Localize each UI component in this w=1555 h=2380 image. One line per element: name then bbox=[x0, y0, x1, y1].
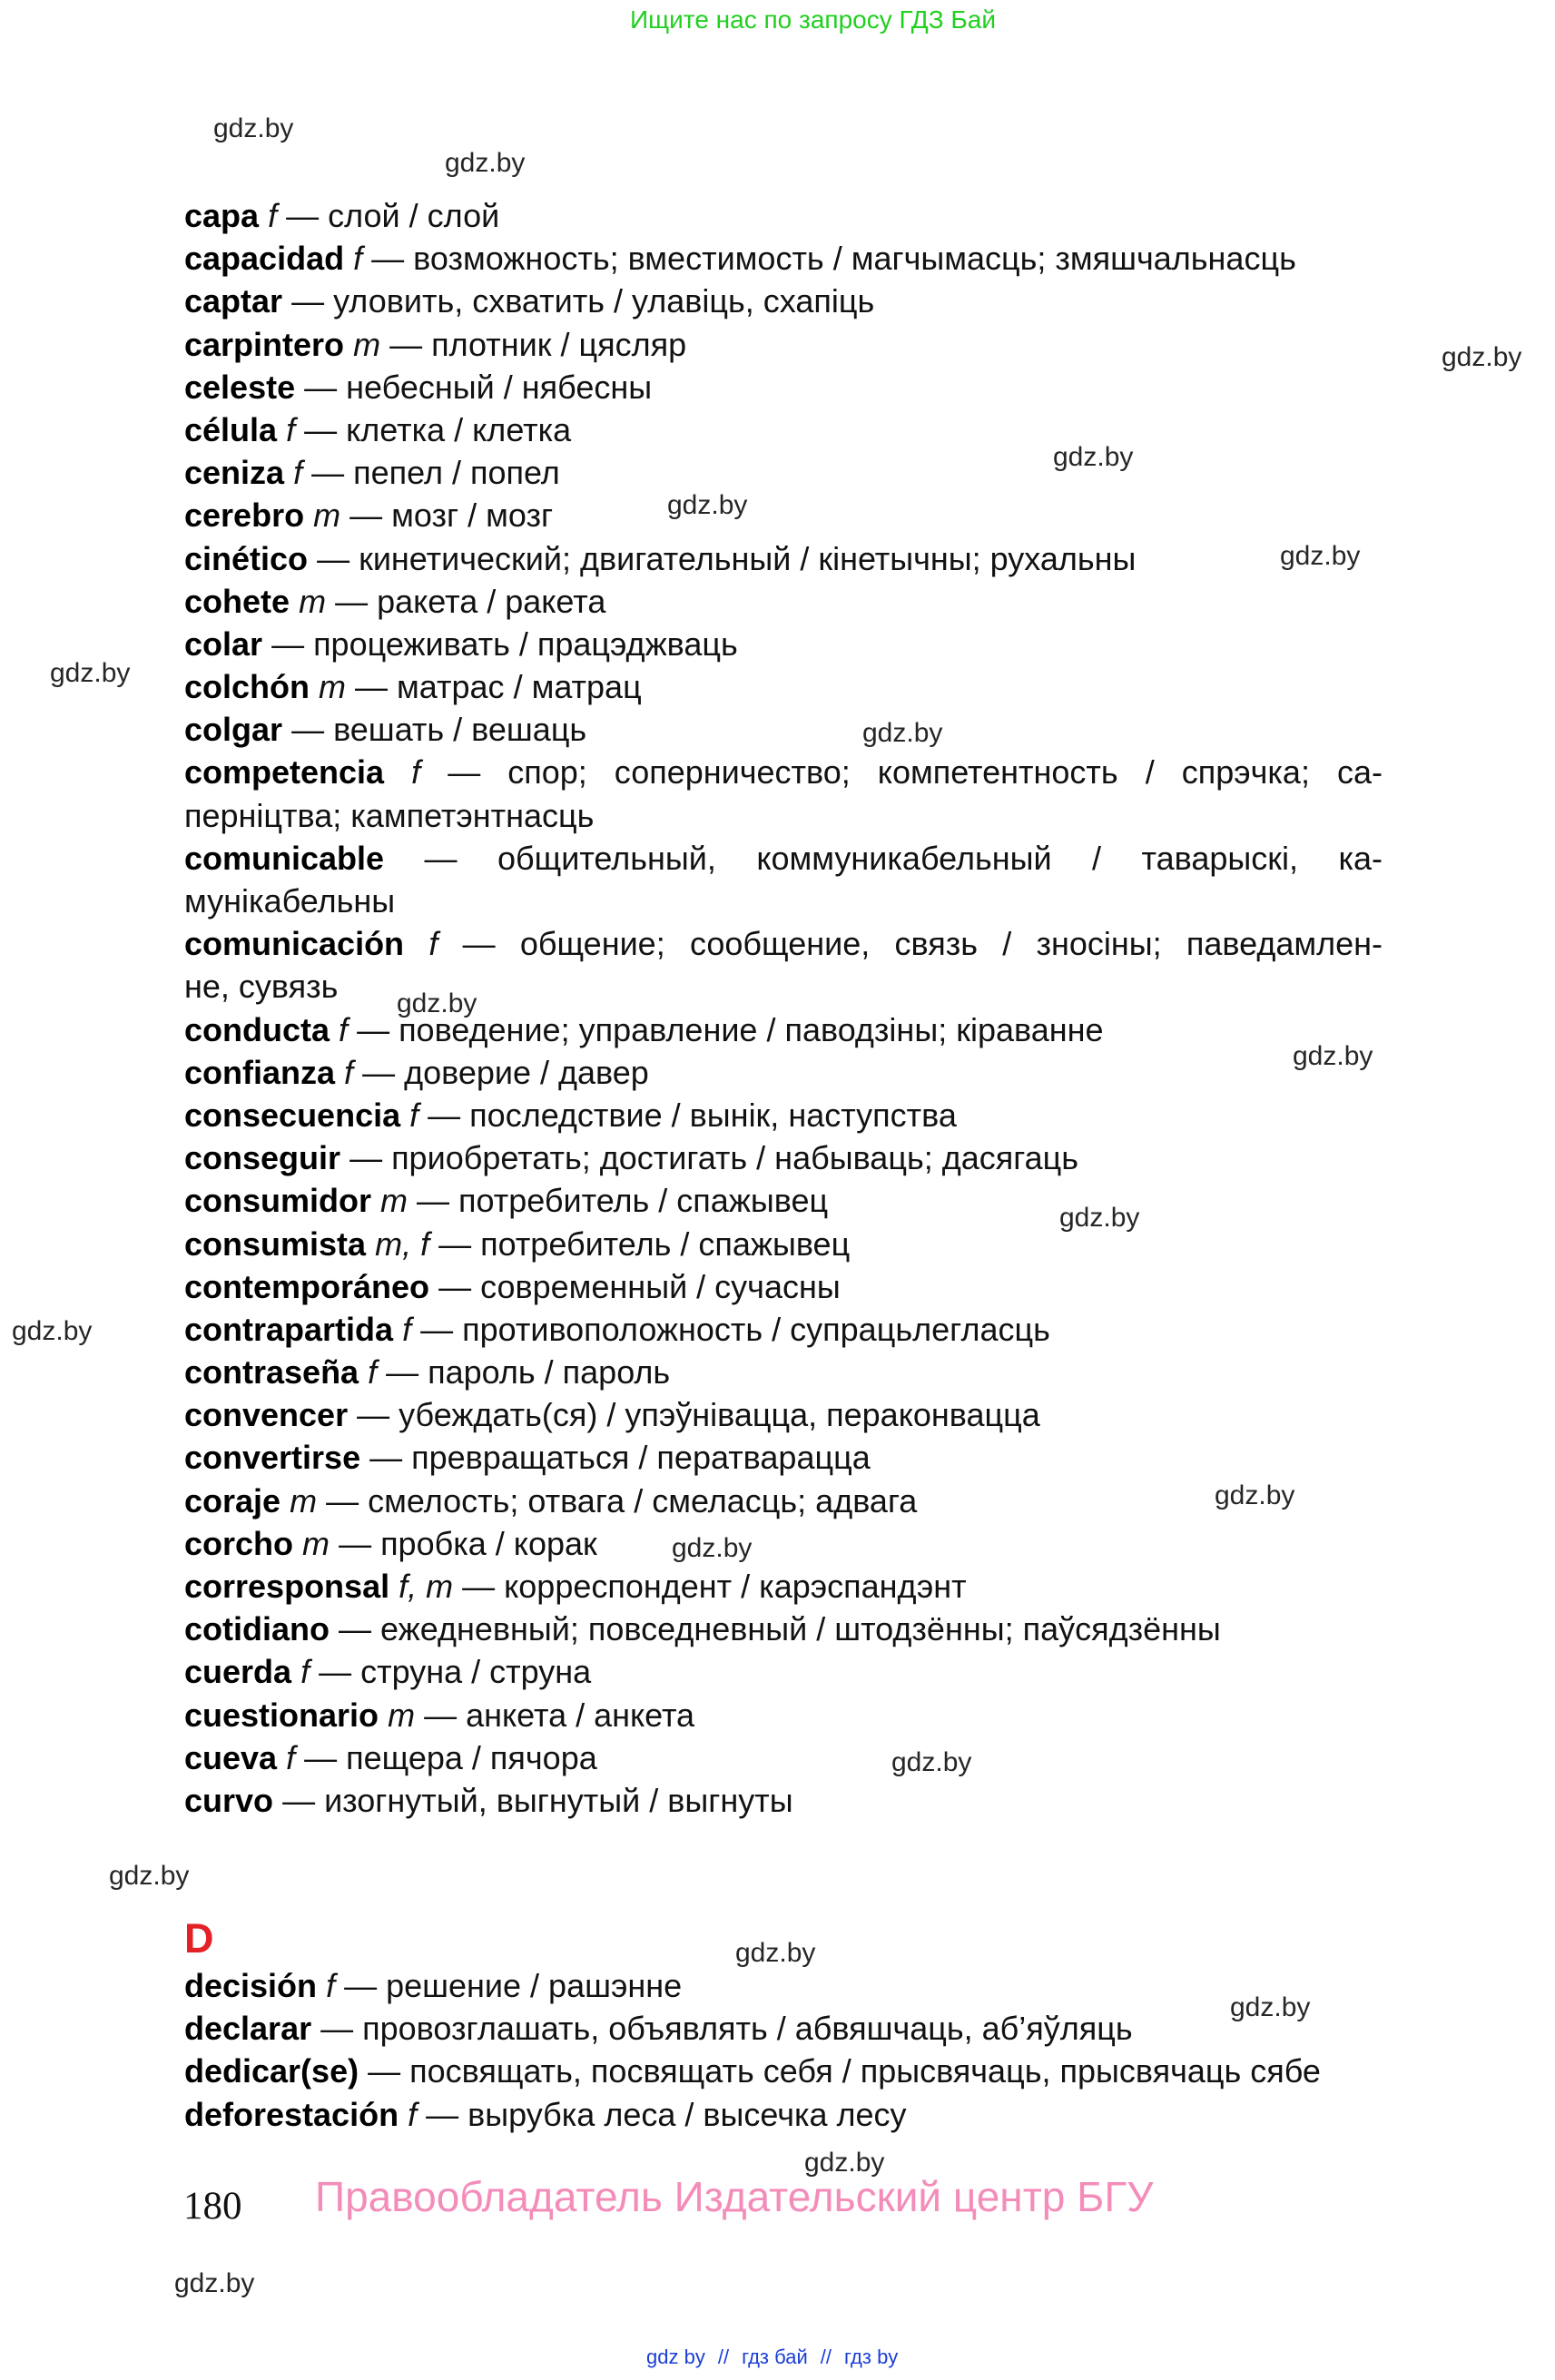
translation-text: мунікабельны bbox=[184, 882, 396, 920]
translation-text: не, сувязь bbox=[184, 968, 339, 1006]
translation-text: — анкета / анкета bbox=[424, 1696, 695, 1734]
dictionary-line bbox=[184, 922, 1383, 965]
translation-text: — процеживать / працэджваць bbox=[271, 625, 738, 663]
gender-marker: f bbox=[326, 1967, 336, 2004]
gender-marker: f bbox=[411, 753, 421, 792]
headword: deforestación bbox=[184, 2095, 399, 2133]
dictionary-line bbox=[184, 1136, 1392, 1179]
headword: declarar bbox=[184, 2010, 312, 2048]
translation-text: — пещера / пячора bbox=[304, 1738, 597, 1776]
translation-text: — ракета / ракета bbox=[335, 582, 606, 620]
gdzby-watermark: gdz.by bbox=[109, 1861, 190, 1891]
dictionary-line bbox=[184, 665, 1392, 708]
dictionary-line-continuation bbox=[184, 880, 1392, 922]
gdzby-watermark: gdz.by bbox=[672, 1533, 753, 1563]
headword: competencia bbox=[184, 753, 385, 792]
gdzby-watermark: gdz.by bbox=[1215, 1480, 1295, 1510]
dictionary-line bbox=[184, 1351, 1392, 1393]
translation-text: — струна / струна bbox=[319, 1653, 592, 1691]
translation-text: перніцтва; кампетэнтнасць bbox=[184, 796, 595, 834]
footer-separator: // bbox=[820, 2346, 832, 2368]
translation-text: — пепел / попел bbox=[311, 454, 560, 492]
headword: coraje bbox=[184, 1481, 281, 1519]
dictionary-line bbox=[184, 1736, 1392, 1779]
translation-text: — смелость; отвага / смеласць; адвага bbox=[326, 1481, 918, 1519]
dictionary-line bbox=[184, 2050, 1392, 2092]
gender-marker: m bbox=[302, 1524, 330, 1562]
translation-text: — вешать / вешаць bbox=[291, 711, 587, 749]
gender-marker: m bbox=[380, 1182, 408, 1220]
gender-marker: f bbox=[268, 197, 278, 234]
dictionary-line-continuation bbox=[184, 794, 1392, 837]
dictionary-line bbox=[184, 1650, 1392, 1693]
headword: contemporáneo bbox=[184, 1267, 430, 1305]
gender-marker: f, m bbox=[399, 1568, 454, 1605]
headword: colgar bbox=[184, 711, 283, 749]
gdzby-watermark: gdz.by bbox=[50, 658, 131, 688]
gender-marker: m bbox=[353, 325, 381, 363]
copyright-notice: Правообладатель Издательский центр БГУ bbox=[315, 2173, 1154, 2220]
headword: cueva bbox=[184, 1738, 278, 1776]
dictionary-line bbox=[184, 1694, 1392, 1736]
gender-marker: f bbox=[286, 410, 296, 448]
translation-text: — современный / сучасны bbox=[438, 1267, 841, 1305]
headword: captar bbox=[184, 282, 283, 320]
gdzby-watermark: gdz.by bbox=[397, 988, 477, 1018]
translation-text: — небесный / нябесны bbox=[304, 368, 653, 406]
translation-text: — посвящать, посвящать себя / прысвячаць, прысвячаць сябе bbox=[368, 2052, 1321, 2090]
gender-marker: m bbox=[388, 1696, 416, 1734]
headword: cohete bbox=[184, 582, 290, 620]
translation-text: — изогнутый, выгнутый / выгнуты bbox=[282, 1781, 793, 1819]
translation-text: — вырубка леса / высечка лесу bbox=[426, 2095, 907, 2133]
gdzby-watermark: gdz.by bbox=[804, 2148, 885, 2178]
footer-link[interactable]: гдз by bbox=[844, 2346, 899, 2368]
gender-marker: f bbox=[344, 1053, 354, 1091]
headword: conseguir bbox=[184, 1139, 341, 1177]
gdzby-watermark: gdz.by bbox=[213, 113, 294, 143]
dictionary-line bbox=[184, 237, 1392, 280]
translation-text: — общительный, коммуникабельный / таварыскі, ка- bbox=[424, 839, 1383, 877]
dictionary-section-c bbox=[184, 194, 1392, 1822]
gdzby-watermark: gdz.by bbox=[1059, 1203, 1140, 1233]
gdzby-watermark: gdz.by bbox=[174, 2268, 255, 2298]
dictionary-line bbox=[184, 408, 1392, 451]
dictionary-line bbox=[184, 194, 1392, 237]
section-d-letter: D bbox=[184, 1915, 214, 1962]
translation-text: — матрас / матрац bbox=[355, 668, 642, 706]
footer-links bbox=[646, 2346, 898, 2369]
dictionary-line bbox=[184, 1223, 1392, 1265]
headword: cinético bbox=[184, 539, 309, 577]
gender-marker: f bbox=[368, 1353, 378, 1392]
headword: celeste bbox=[184, 368, 296, 406]
footer-link[interactable]: gdz by bbox=[646, 2346, 705, 2368]
dictionary-line bbox=[184, 837, 1383, 880]
gender-marker: f bbox=[286, 1738, 296, 1776]
dictionary-line bbox=[184, 2007, 1392, 2050]
headword: cuerda bbox=[184, 1653, 292, 1691]
headword: confianza bbox=[184, 1053, 336, 1091]
gdzby-watermark: gdz.by bbox=[1230, 1992, 1311, 2022]
gdzby-watermark: gdz.by bbox=[667, 490, 748, 520]
headword: consumista bbox=[184, 1224, 367, 1263]
headword: comunicable bbox=[184, 839, 385, 877]
headword: dedicar(se) bbox=[184, 2052, 359, 2090]
headword: consecuencia bbox=[184, 1096, 401, 1134]
translation-text: — приобретать; достигать / набываць; дасягаць bbox=[349, 1139, 1078, 1177]
dictionary-line bbox=[184, 751, 1383, 793]
headword: capacidad bbox=[184, 240, 345, 278]
gdzby-watermark: gdz.by bbox=[1293, 1041, 1373, 1071]
gender-marker: m bbox=[319, 668, 347, 706]
translation-text: — доверие / давер bbox=[362, 1053, 649, 1091]
gdzby-watermark: gdz.by bbox=[12, 1316, 93, 1346]
footer-link[interactable]: гдз бай bbox=[742, 2346, 808, 2368]
headword: corresponsal bbox=[184, 1568, 390, 1605]
dictionary-line bbox=[184, 1480, 1392, 1522]
dictionary-line bbox=[184, 1522, 1392, 1565]
headword: cotidiano bbox=[184, 1610, 330, 1648]
gender-marker: f bbox=[339, 1010, 349, 1048]
gdzby-watermark: gdz.by bbox=[891, 1747, 972, 1777]
gender-marker: f bbox=[293, 454, 303, 492]
dictionary-line bbox=[184, 1565, 1392, 1608]
dictionary-line bbox=[184, 1308, 1392, 1351]
gender-marker: f bbox=[353, 240, 363, 278]
gdzby-watermark: gdz.by bbox=[1442, 342, 1522, 372]
headword: cuestionario bbox=[184, 1696, 379, 1734]
promo-banner: Ищите нас по запросу ГДЗ Бай bbox=[630, 5, 997, 34]
translation-text: — плотник / цясляр bbox=[389, 325, 687, 363]
headword: ceniza bbox=[184, 454, 285, 492]
dictionary-line bbox=[184, 1051, 1392, 1094]
translation-text: — общение; сообщение, связь / зносіны; паведамлен- bbox=[462, 925, 1383, 963]
translation-text: — потребитель / спажывец bbox=[417, 1182, 829, 1220]
headword: colar bbox=[184, 625, 263, 663]
dictionary-line-continuation bbox=[184, 965, 1392, 1008]
headword: célula bbox=[184, 410, 278, 448]
dictionary-line bbox=[184, 1608, 1392, 1650]
translation-text: — последствие / вынік, наступства bbox=[428, 1096, 957, 1134]
translation-text: — превращаться / ператварацца bbox=[369, 1439, 871, 1477]
headword: comunicación bbox=[184, 925, 405, 963]
translation-text: — возможность; вместимость / магчымасць; змяшчальнасць bbox=[371, 240, 1296, 278]
translation-text: — пробка / корак bbox=[339, 1524, 597, 1562]
headword: curvo bbox=[184, 1781, 274, 1819]
dictionary-line bbox=[184, 494, 1392, 536]
dictionary-line bbox=[184, 1436, 1392, 1479]
dictionary-line bbox=[184, 2093, 1392, 2136]
translation-text: — спор; соперничество; компетентность / спрэчка; са- bbox=[448, 753, 1383, 792]
gdzby-watermark: gdz.by bbox=[862, 718, 943, 748]
translation-text: — поведение; управление / паводзіны; кіраванне bbox=[357, 1010, 1104, 1048]
dictionary-line bbox=[184, 580, 1392, 623]
translation-text: — убеждать(ся) / упэўнівацца, пераконвацца bbox=[357, 1396, 1040, 1434]
dictionary-line bbox=[184, 623, 1392, 665]
translation-text: — мозг / мозг bbox=[349, 497, 554, 535]
headword: consumidor bbox=[184, 1182, 372, 1220]
headword: convertirse bbox=[184, 1439, 361, 1477]
translation-text: — провозглашать, объявлять / абвяшчаць, аб’яўляць bbox=[320, 2010, 1133, 2048]
translation-text: — пароль / пароль bbox=[386, 1353, 671, 1392]
dictionary-line bbox=[184, 366, 1392, 408]
gdzby-watermark: gdz.by bbox=[1053, 442, 1134, 472]
translation-text: — уловить, схватить / улавіць, схапіць bbox=[291, 282, 875, 320]
dictionary-line bbox=[184, 1964, 1392, 2007]
gender-marker: f bbox=[408, 2095, 418, 2133]
headword: contraseña bbox=[184, 1353, 359, 1392]
gdzby-watermark: gdz.by bbox=[1280, 541, 1361, 571]
gender-marker: f bbox=[409, 1096, 419, 1134]
translation-text: — решение / рашэнне bbox=[344, 1967, 683, 2004]
dictionary-line bbox=[184, 1393, 1392, 1436]
dictionary-line bbox=[184, 537, 1392, 580]
translation-text: — слой / слой bbox=[286, 197, 500, 234]
translation-text: — противоположность / супрацьлегласць bbox=[420, 1310, 1050, 1348]
page-number: 180 bbox=[183, 2185, 242, 2228]
gender-marker: f bbox=[402, 1310, 412, 1348]
gdzby-watermark: gdz.by bbox=[445, 148, 526, 178]
headword: cerebro bbox=[184, 497, 305, 535]
gender-marker: m, f bbox=[375, 1224, 430, 1263]
translation-text: — кинетический; двигательный / кінетычны; рухальны bbox=[317, 539, 1137, 577]
gdzby-watermark: gdz.by bbox=[735, 1938, 816, 1968]
headword: decisión bbox=[184, 1967, 318, 2004]
headword: capa bbox=[184, 197, 260, 234]
dictionary-line bbox=[184, 323, 1392, 366]
dictionary-line bbox=[184, 1094, 1392, 1136]
dictionary-section-d bbox=[184, 1964, 1392, 2136]
headword: colchón bbox=[184, 668, 310, 706]
headword: carpintero bbox=[184, 325, 345, 363]
dictionary-line bbox=[184, 708, 1392, 751]
dictionary-line bbox=[184, 1779, 1392, 1822]
dictionary-line bbox=[184, 451, 1392, 494]
dictionary-line bbox=[184, 280, 1392, 322]
headword: corcho bbox=[184, 1524, 294, 1562]
gender-marker: f bbox=[300, 1653, 310, 1691]
headword: conducta bbox=[184, 1010, 330, 1048]
translation-text: — корреспондент / карэспандэнт bbox=[462, 1568, 967, 1605]
dictionary-line bbox=[184, 1008, 1392, 1051]
gender-marker: m bbox=[290, 1481, 318, 1519]
headword: contrapartida bbox=[184, 1310, 394, 1348]
dictionary-line bbox=[184, 1179, 1392, 1222]
gender-marker: f bbox=[428, 925, 438, 963]
footer-separator: // bbox=[717, 2346, 730, 2368]
translation-text: — ежедневный; повседневный / штодзённы; паўсядзённы bbox=[339, 1610, 1221, 1648]
dictionary-line bbox=[184, 1265, 1392, 1308]
translation-text: — потребитель / спажывец bbox=[438, 1224, 851, 1263]
translation-text: — клетка / клетка bbox=[304, 410, 572, 448]
gender-marker: m bbox=[299, 582, 327, 620]
gender-marker: m bbox=[313, 497, 341, 535]
headword: convencer bbox=[184, 1396, 349, 1434]
